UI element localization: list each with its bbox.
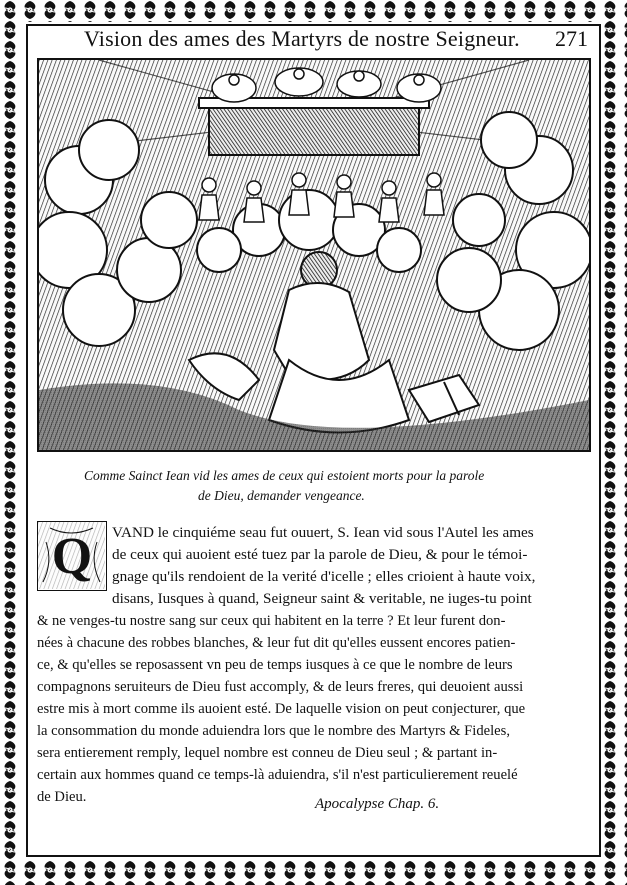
illustration-caption <box>84 466 564 506</box>
running-title: Vision des ames des Martyrs de nostre Seigneur. <box>84 26 520 51</box>
running-head <box>34 24 594 58</box>
body-line: de ceux qui auoient esté tuez par la parole de Dieu, & pour le témoi- <box>112 546 528 563</box>
caption-line-1: Comme Sainct Iean vid les ames de ceux qui estoient morts pour la parole <box>84 468 485 483</box>
body-line: compagnons seruiteurs de Dieu fust accomply, & de leurs freres, qui deuoient aussi <box>37 679 524 695</box>
scripture-reference: Apocalypse Chap. 6. <box>315 796 440 812</box>
body-line: VAND le cinquiéme seau fut ouuert, S. Iean vid sous l'Autel les ames <box>112 524 534 541</box>
woodcut-illustration <box>37 58 591 452</box>
body-line: certain aux hommes quand ce temps-là aduiendra, s'il n'est particulierement reuelé <box>37 767 518 783</box>
caption-line-2: de Dieu, demander vengeance. <box>198 488 365 503</box>
woodcut-engraving <box>39 60 589 450</box>
body-line: nées à chacune des robbes blanches, & leur fut dit qu'elles eussent encores patien- <box>37 635 516 651</box>
body-line: disans, Iusques à quand, Seigneur saint & veritable, ne iuges-tu point <box>112 590 532 607</box>
body-line: estre mis à mort comme ils auoient esté. De laquelle vision on peut conjecturer, que <box>37 701 526 717</box>
body-line: sera entierement remply, lequel nombre est conneu de Dieu seul ; & partant in- <box>37 745 498 761</box>
body-line: & ne venges-tu nostre sang sur ceux qui habitent en la terre ? Et leur furent don- <box>37 613 506 629</box>
body-line: ce, & qu'elles se reposassent vn peu de temps iusques à ce que le nombre de leurs <box>37 657 513 673</box>
page-number: 271 <box>555 26 588 51</box>
initial-letter: Q <box>51 528 93 585</box>
body-line: la consommation du monde aduiendra lors que le nombre des Martyrs & Fideles, <box>37 723 510 739</box>
body-line: gnage qu'ils rendoient de la verité d'icelle ; elles crioient à haute voix, <box>112 568 536 585</box>
body-line: de Dieu. <box>37 789 87 805</box>
decorated-initial <box>37 521 107 591</box>
